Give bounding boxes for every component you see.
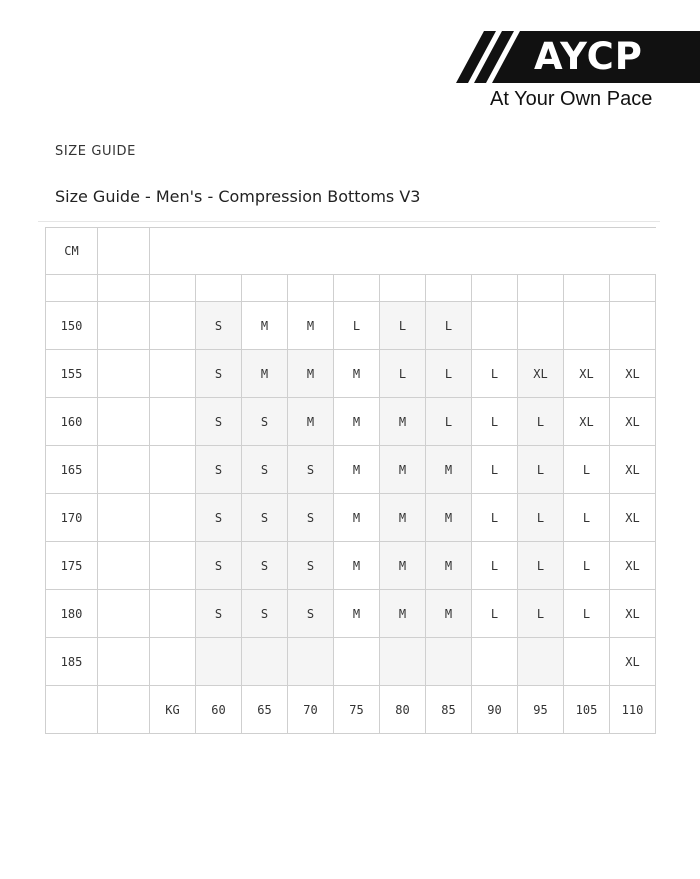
size-cell: L <box>334 302 380 350</box>
table-row <box>46 302 656 350</box>
weight-value: 75 <box>334 686 380 734</box>
size-cell: S <box>288 494 334 542</box>
blank-cell <box>242 275 288 302</box>
blank-cell <box>98 686 150 734</box>
size-cell: L <box>426 398 472 446</box>
size-cell <box>518 638 564 686</box>
size-cell: XL <box>610 398 656 446</box>
blank-cell <box>98 446 150 494</box>
size-cell <box>610 302 656 350</box>
size-cell: M <box>380 398 426 446</box>
size-cell <box>472 302 518 350</box>
size-cell: XL <box>610 590 656 638</box>
size-cell: M <box>334 350 380 398</box>
size-cell: XL <box>610 542 656 590</box>
table-row <box>46 542 656 590</box>
blank-cell <box>150 590 196 638</box>
table-row <box>46 350 656 398</box>
size-cell: S <box>288 590 334 638</box>
size-cell: S <box>242 542 288 590</box>
section-label: SIZE GUIDE <box>55 144 136 159</box>
blank-cell <box>98 542 150 590</box>
size-cell: L <box>380 350 426 398</box>
size-cell: M <box>380 446 426 494</box>
blank-cell <box>98 228 150 275</box>
weight-value: 60 <box>196 686 242 734</box>
weight-unit-label: KG <box>150 686 196 734</box>
size-cell: M <box>288 398 334 446</box>
height-value: 185 <box>46 638 98 686</box>
blank-cell <box>150 398 196 446</box>
size-cell: L <box>472 350 518 398</box>
weight-value: 105 <box>564 686 610 734</box>
table-row <box>46 494 656 542</box>
size-cell: M <box>380 542 426 590</box>
blank-cell <box>150 350 196 398</box>
size-cell: L <box>564 494 610 542</box>
table-row <box>46 590 656 638</box>
size-cell: S <box>242 398 288 446</box>
weight-row <box>46 686 656 734</box>
size-cell: L <box>472 590 518 638</box>
weight-value: 85 <box>426 686 472 734</box>
height-value: 170 <box>46 494 98 542</box>
height-value: 175 <box>46 542 98 590</box>
blank-cell <box>150 638 196 686</box>
height-value: 155 <box>46 350 98 398</box>
weight-value: 90 <box>472 686 518 734</box>
size-cell: L <box>518 398 564 446</box>
blank-cell <box>150 302 196 350</box>
blank-cell <box>150 542 196 590</box>
blank-cell <box>610 275 656 302</box>
spacer-row <box>46 275 656 302</box>
blank-cell <box>46 686 98 734</box>
size-cell: M <box>426 590 472 638</box>
size-cell: XL <box>610 446 656 494</box>
blank-cell <box>334 275 380 302</box>
height-value: 180 <box>46 590 98 638</box>
size-cell: L <box>426 350 472 398</box>
blank-cell <box>98 275 150 302</box>
size-table <box>45 227 656 734</box>
size-cell: L <box>564 446 610 494</box>
size-cell <box>242 638 288 686</box>
size-cell <box>564 638 610 686</box>
size-cell: S <box>196 350 242 398</box>
size-cell <box>288 638 334 686</box>
size-cell: S <box>196 302 242 350</box>
height-value: 150 <box>46 302 98 350</box>
weight-value: 70 <box>288 686 334 734</box>
size-cell: M <box>288 302 334 350</box>
height-value: 160 <box>46 398 98 446</box>
tagline: At Your Own Pace <box>490 88 653 110</box>
size-cell <box>380 638 426 686</box>
size-cell: M <box>242 350 288 398</box>
size-cell <box>426 638 472 686</box>
size-cell: M <box>380 590 426 638</box>
size-cell: XL <box>610 494 656 542</box>
size-cell: L <box>380 302 426 350</box>
logo-text: AYCP <box>534 35 643 78</box>
weight-value: 110 <box>610 686 656 734</box>
size-cell <box>334 638 380 686</box>
blank-cell <box>98 350 150 398</box>
size-cell: XL <box>610 350 656 398</box>
table-row <box>46 446 656 494</box>
size-cell <box>564 302 610 350</box>
size-cell: L <box>518 542 564 590</box>
size-cell: L <box>472 398 518 446</box>
size-cell <box>472 638 518 686</box>
size-cell: XL <box>564 350 610 398</box>
size-cell: L <box>472 446 518 494</box>
size-cell: L <box>518 590 564 638</box>
height-unit-label: CM <box>46 228 98 275</box>
blank-cell <box>518 275 564 302</box>
blank-cell <box>150 494 196 542</box>
size-cell: M <box>380 494 426 542</box>
size-cell: XL <box>518 350 564 398</box>
weight-value: 80 <box>380 686 426 734</box>
blank-cell <box>98 590 150 638</box>
size-cell: S <box>242 446 288 494</box>
size-cell: L <box>426 302 472 350</box>
size-cell: XL <box>564 398 610 446</box>
header-row <box>46 228 656 275</box>
table-row <box>46 398 656 446</box>
size-cell: S <box>288 542 334 590</box>
blank-cell <box>98 302 150 350</box>
size-cell: L <box>564 590 610 638</box>
blank-cell <box>46 275 98 302</box>
size-cell: S <box>196 590 242 638</box>
weight-value: 65 <box>242 686 288 734</box>
size-cell: M <box>334 542 380 590</box>
blank-cell <box>98 494 150 542</box>
size-cell: M <box>334 398 380 446</box>
size-cell: M <box>288 350 334 398</box>
size-cell: S <box>196 494 242 542</box>
size-cell: S <box>196 542 242 590</box>
size-cell: L <box>472 542 518 590</box>
size-cell: M <box>426 494 472 542</box>
blank-cell <box>426 275 472 302</box>
size-cell: M <box>426 446 472 494</box>
blank-cell <box>196 275 242 302</box>
blank-cell <box>98 638 150 686</box>
size-cell <box>196 638 242 686</box>
divider <box>38 221 660 222</box>
blank-cell <box>564 275 610 302</box>
size-cell: L <box>472 494 518 542</box>
weight-value: 95 <box>518 686 564 734</box>
header-span-cell <box>150 228 656 275</box>
blank-cell <box>150 275 196 302</box>
blank-cell <box>288 275 334 302</box>
size-cell: L <box>518 494 564 542</box>
blank-cell <box>98 398 150 446</box>
size-cell: S <box>242 590 288 638</box>
size-cell: M <box>242 302 288 350</box>
height-value: 165 <box>46 446 98 494</box>
size-cell: L <box>518 446 564 494</box>
size-cell: M <box>426 542 472 590</box>
size-cell: S <box>242 494 288 542</box>
size-cell: M <box>334 446 380 494</box>
size-cell: S <box>288 446 334 494</box>
size-cell <box>518 302 564 350</box>
size-cell: S <box>196 446 242 494</box>
size-cell: XL <box>610 638 656 686</box>
size-cell: L <box>564 542 610 590</box>
size-cell: S <box>196 398 242 446</box>
blank-cell <box>150 446 196 494</box>
page-title: Size Guide - Men's - Compression Bottoms V3 <box>55 187 421 206</box>
size-cell: M <box>334 494 380 542</box>
blank-cell <box>380 275 426 302</box>
table-row <box>46 638 656 686</box>
size-cell: M <box>334 590 380 638</box>
blank-cell <box>472 275 518 302</box>
